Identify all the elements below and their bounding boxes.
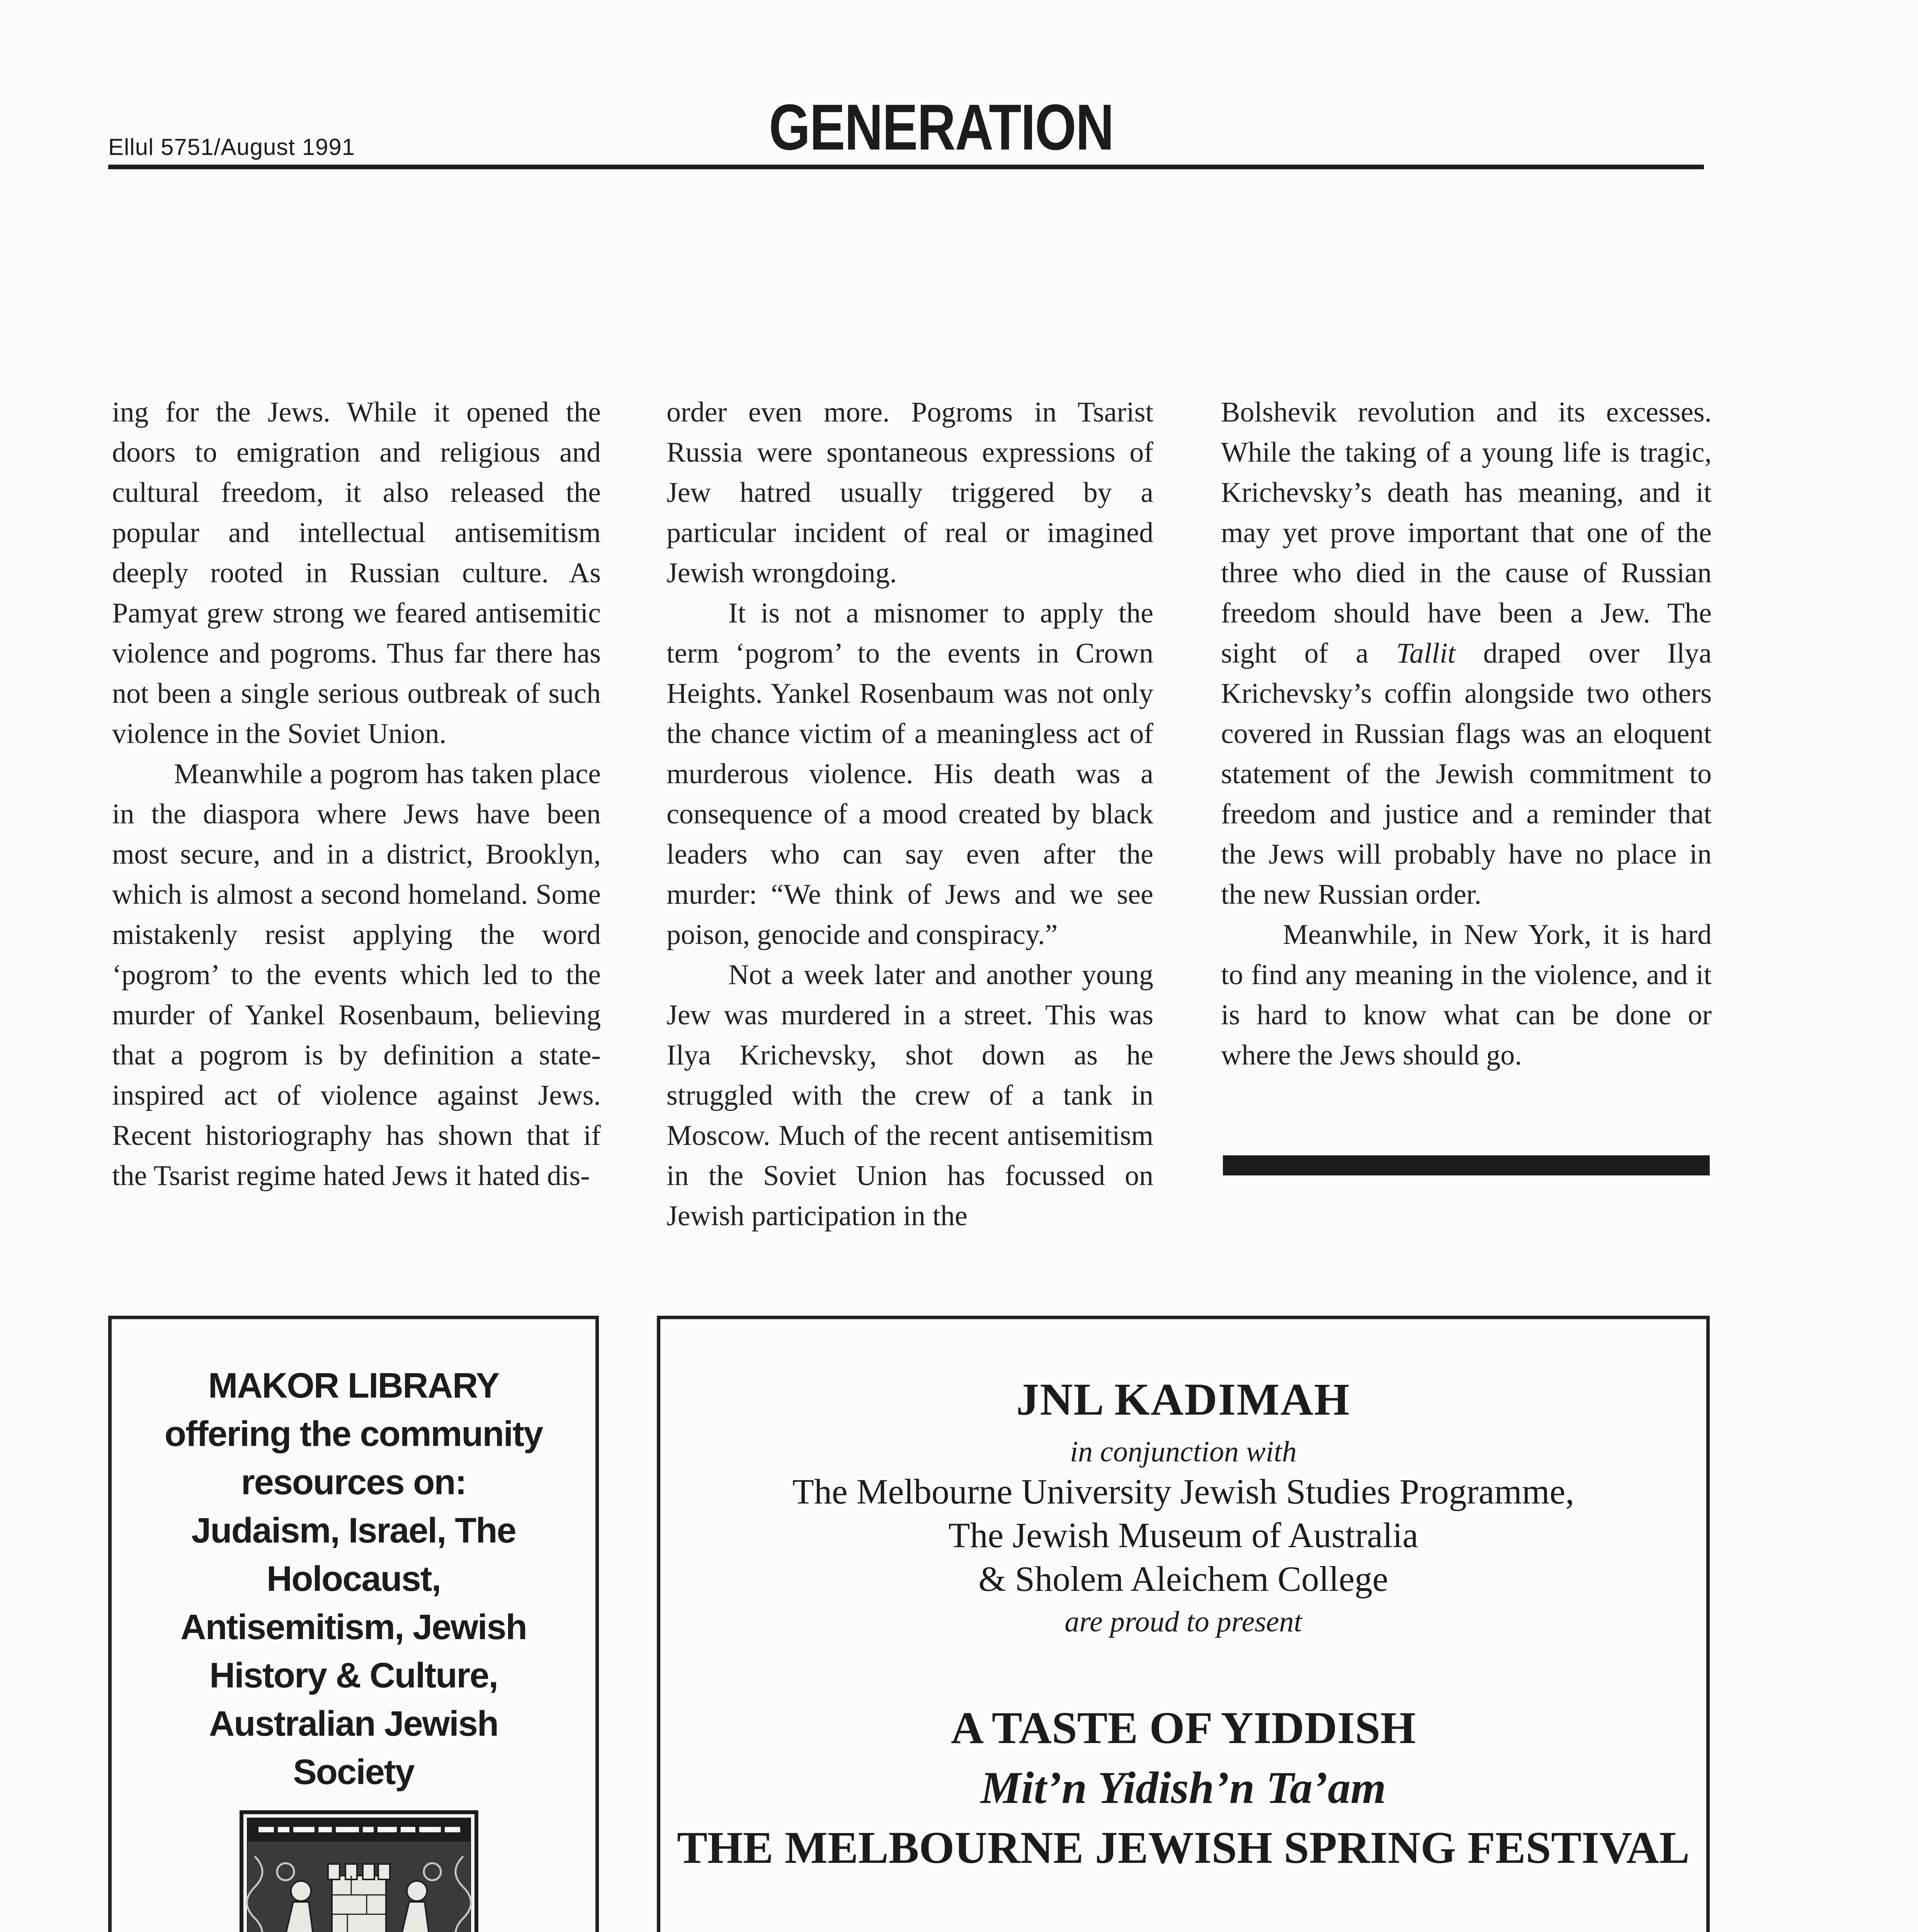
partner-line: The Melbourne University Jewish Studies Programme, <box>792 1472 1575 1511</box>
partner-line: & Sholem Aleichem College <box>978 1559 1388 1599</box>
italic-term: Tallit <box>1396 638 1456 669</box>
kadimah-org-name: JNL KADIMAH <box>1016 1374 1350 1425</box>
kadimah-present: are proud to present <box>1064 1605 1302 1638</box>
festival-yiddish-title: Mit’n Yidish’n Ta’am <box>980 1762 1386 1813</box>
article-column-3 <box>1221 392 1712 1281</box>
article-paragraph: Not a week later and another young Jew was murdered in a street. This was Ilya Krichevsky, shot down as he struggled with the crew of a tank in Moscow. Much of the recent antisemitism in the Soviet Union has focussed on Jewish participation in the <box>667 959 1153 1232</box>
article-paragraph: Meanwhile a pogrom has taken place in the diaspora where Jews have been most secure, and in a district, Brooklyn, which is almost a second homeland. Some mistakenly resist applying the word ‘pogrom’ to the events which led to the murder of Yankel Rosenbaum, believing that a pogrom is by definition a state-inspired act of violence against Jews. Recent historiography has shown that if the Tsarist regime hated Jews it hated dis- <box>112 758 601 1192</box>
makor-heading-line: MAKOR LIBRARY <box>208 1366 499 1405</box>
kadimah-festival-ad <box>657 1316 1710 1932</box>
header-rule <box>108 165 1704 169</box>
festival-subtitle: THE MELBOURNE JEWISH SPRING FESTIVAL <box>677 1822 1690 1873</box>
article-end-bar <box>1223 1155 1710 1175</box>
partner-line: The Jewish Museum of Australia <box>948 1515 1418 1555</box>
article-paragraph: Bolshevik revolution and its excesses. While the taking of a young life is tragic, Krichevsky’s death has meaning, and it may yet prove important that one of the three who died in the cause of Russian freedom should have been a Jew. The sight of a Tallit draped over Ilya Krichevsky’s coffin alongside two others covered in Russian flags was an eloquent statement of the Jewish commitment to freedom and justice and a reminder that the Jews will probably have no place in the new Russian order. <box>1221 396 1712 910</box>
makor-heading-line: Judaism, Israel, The <box>191 1511 516 1550</box>
kadimah-conjunction: in conjunction with <box>1070 1435 1297 1468</box>
makor-heading-line: Society <box>293 1752 414 1792</box>
makor-heading <box>112 1362 595 1796</box>
article-paragraph: It is not a misnomer to apply the term ‘pogrom’ to the events in Crown Heights. Yankel Rosenbaum was not only the chance victim of a meaningless act of murderous violence. His death was a consequence of a mood created by black leaders who can say even after the murder: “We think of Jews and we see poison, genocide and conspiracy.” <box>667 597 1153 951</box>
makor-heading-line: resources on: <box>241 1463 466 1502</box>
makor-library-ad <box>108 1316 599 1932</box>
masthead-title: GENERATION <box>769 91 1114 163</box>
festival-title: A TASTE OF YIDDISH <box>950 1702 1416 1753</box>
article-column-1 <box>112 392 601 1281</box>
festival-headline <box>660 1698 1706 1878</box>
makor-woodcut-emblem-icon <box>239 1810 479 1932</box>
makor-heading-line: History & Culture, <box>209 1656 498 1695</box>
article-paragraph: Meanwhile, in New York, it is hard to find any meaning in the violence, and it is hard to know what can be done or where the Jews should go. <box>1221 919 1712 1071</box>
article-column-2 <box>667 392 1153 1281</box>
makor-heading-line: Australian Jewish <box>209 1704 498 1743</box>
makor-heading-line: Holocaust, <box>266 1559 441 1599</box>
makor-heading-line: Antisemitism, Jewish <box>180 1607 527 1647</box>
makor-heading-line: offering the community <box>164 1414 543 1454</box>
article-paragraph: order even more. Pogroms in Tsarist Russia were spontaneous expressions of Jew hatred usually triggered by a particular incident of real or imagined Jewish wrongdoing. <box>667 396 1153 589</box>
issue-date: Ellul 5751/August 1991 <box>108 134 355 160</box>
kadimah-partners <box>660 1470 1706 1601</box>
article-paragraph: ing for the Jews. While it opened the doors to emigration and religious and cultural freedom, it also released the popular and intellectual antisemitism deeply rooted in Russian culture. As Pamyat grew strong we feared antisemitic violence and pogroms. Thus far there has not been a single serious outbreak of such violence in the Soviet Union. <box>112 396 601 750</box>
